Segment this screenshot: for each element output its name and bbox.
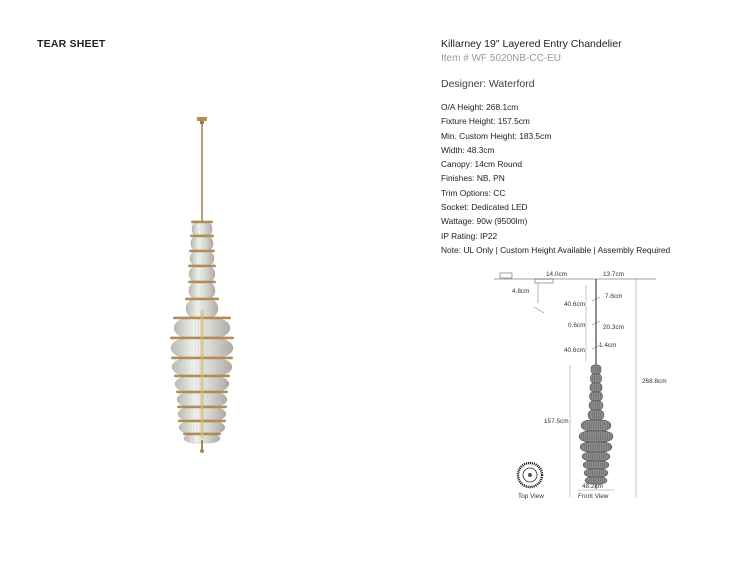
product-title: Killarney 19" Layered Entry Chandelier xyxy=(441,38,622,50)
dim-width: 48.2cm xyxy=(582,483,603,490)
spec-socket: Socket: Dedicated LED xyxy=(441,202,528,213)
dim-rod-gap: 7.6cm xyxy=(605,293,623,300)
chandelier-product-image xyxy=(160,110,250,465)
dim-canopy-top: 13.7cm xyxy=(603,271,624,278)
front-view-tier xyxy=(580,442,612,452)
brass-band xyxy=(188,265,216,268)
brass-band xyxy=(191,221,213,224)
front-view-tier xyxy=(584,469,608,477)
front-view-label: Front View xyxy=(578,493,609,500)
brass-band xyxy=(188,281,216,284)
spec-ip-rating: IP Rating: IP22 xyxy=(441,230,498,241)
spec-canopy: Canopy: 14cm Round xyxy=(441,159,523,170)
spec-list xyxy=(441,100,670,257)
dim-overall: 268.8cm xyxy=(642,378,667,385)
brass-band xyxy=(189,250,215,253)
spec-note: Note: UL Only | Custom Height Available | Assembly Required xyxy=(441,244,671,255)
item-number: Item # WF 5020NB-CC-EU xyxy=(441,53,562,64)
dimension-drawing xyxy=(486,265,686,505)
dim-fixture: 157.5cm xyxy=(544,418,569,425)
top-view-label: Top View xyxy=(518,493,544,500)
tear-sheet-label: TEAR SHEET xyxy=(37,38,106,50)
spec-wattage: Wattage: 90w (9500lm) xyxy=(441,216,528,227)
dim-rod-3: 40.6cm xyxy=(564,347,585,354)
front-view-tier xyxy=(588,410,604,420)
crystal-tier xyxy=(191,236,213,251)
crystal-tier xyxy=(189,266,215,282)
brass-band xyxy=(190,235,214,238)
dim-rod-dia: 1.4cm xyxy=(599,342,617,349)
front-view-tier xyxy=(591,374,602,383)
brass-band xyxy=(185,298,219,301)
designer: Designer: Waterford xyxy=(441,78,535,90)
front-view-tier xyxy=(590,383,602,392)
spec-finishes: Finishes: NB, PN xyxy=(441,173,505,184)
crystal-tier xyxy=(189,282,215,299)
dim-rod-2: 20.3cm xyxy=(603,324,624,331)
spec-trim-options: Trim Options: CC xyxy=(441,187,506,198)
spec-width: Width: 48.3cm xyxy=(441,144,495,155)
front-view-tier xyxy=(581,420,611,431)
spec-min-custom-height: Min. Custom Height: 183.5cm xyxy=(441,130,552,141)
front-view-tier xyxy=(579,431,613,442)
dim-rod-1: 40.6cm xyxy=(564,301,585,308)
dim-canopy-depth: 4.8cm xyxy=(512,288,530,295)
spec-oa-height: O/A Height: 268.1cm xyxy=(441,102,519,112)
dim-canopy: 14.0cm xyxy=(546,271,567,278)
dim-rod-joint: 0.6cm xyxy=(568,322,586,329)
spec-fixture-height: Fixture Height: 157.5cm xyxy=(441,116,530,127)
